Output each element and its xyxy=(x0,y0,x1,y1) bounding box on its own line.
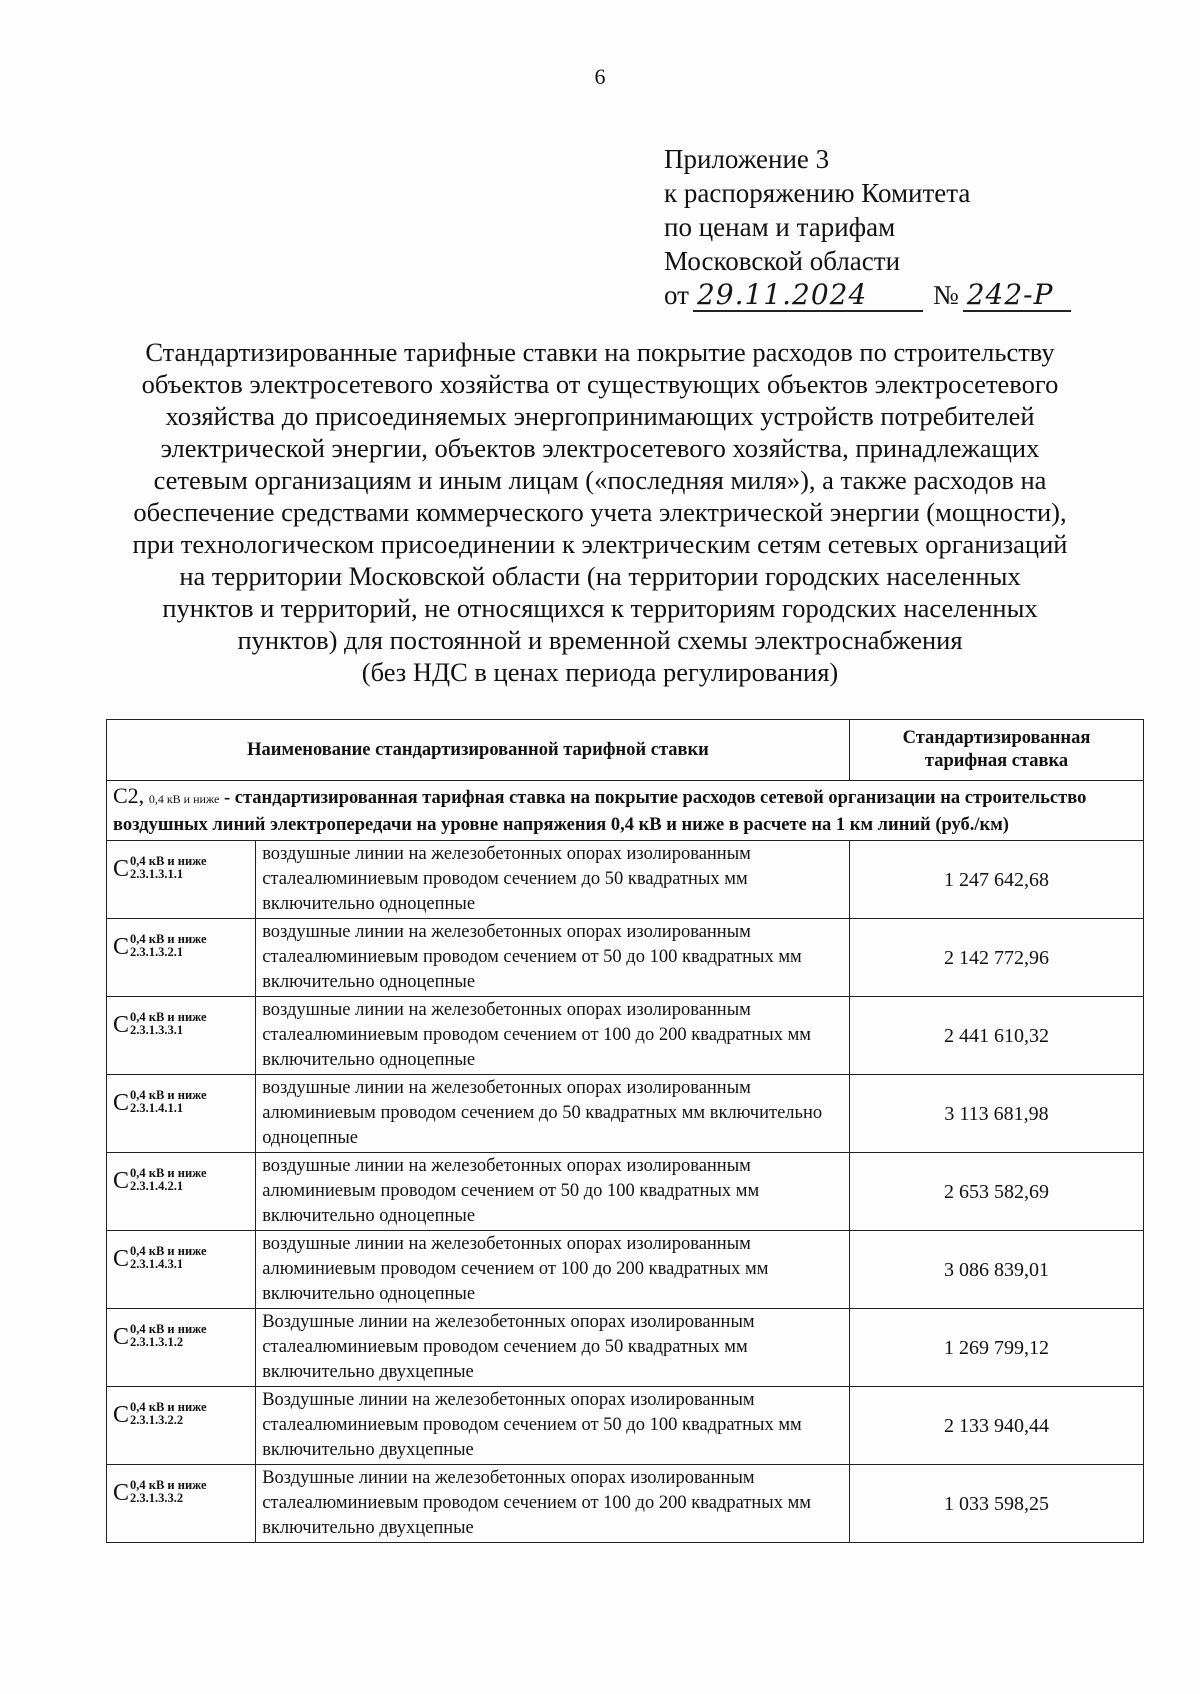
title-line: на территории Московской области (на территории городских населенных xyxy=(179,561,1021,591)
rate-value: 2 133 940,44 xyxy=(850,1387,1144,1465)
rate-code-superscript: 0,4 кВ и ниже xyxy=(130,1478,207,1492)
appendix-line: по ценам и тарифам xyxy=(664,212,896,242)
header-rate-line: Стандартизированная xyxy=(902,728,1091,748)
rate-value: 1 247 642,68 xyxy=(850,841,1144,919)
rate-code-superscript: 0,4 кВ и ниже xyxy=(130,1400,207,1414)
rate-code-subscript: 2.3.1.3.1.1 xyxy=(130,867,184,881)
rate-description: воздушные линии на железобетонных опорах изолированным алюминиевым проводом сечением от 50 до 100 квадратных мм включительно одноцепные xyxy=(256,1153,850,1231)
rate-code-letter: C xyxy=(113,1324,130,1350)
rate-code-superscript: 0,4 кВ и ниже xyxy=(130,1322,207,1336)
rate-description: воздушные линии на железобетонных опорах изолированным сталеалюминиевым проводом сечением от 100 до 200 квадратных мм включительно одноцепные xyxy=(256,997,850,1075)
title-line: Стандартизированные тарифные ставки на покрытие расходов по строительству xyxy=(145,337,1055,367)
table-row xyxy=(107,1231,1144,1309)
rate-code-index xyxy=(130,1401,207,1427)
rate-value: 3 086 839,01 xyxy=(850,1231,1144,1309)
rate-code-cell xyxy=(107,1231,256,1309)
rate-code xyxy=(113,997,251,1037)
rate-code-subscript: 2.3.1.3.2.2 xyxy=(130,1413,184,1427)
rate-value: 2 142 772,96 xyxy=(850,919,1144,997)
rate-code-letter: C xyxy=(113,1090,130,1116)
rate-code-letter: C xyxy=(113,934,130,960)
rate-value: 1 269 799,12 xyxy=(850,1309,1144,1387)
rate-code-superscript: 0,4 кВ и ниже xyxy=(130,1244,207,1258)
title-line: электрической энергии, объектов электросетевого хозяйства, принадлежащих xyxy=(160,433,1040,463)
appendix-line: Приложение 3 xyxy=(664,144,830,174)
rate-code-index xyxy=(130,1089,207,1115)
table-row xyxy=(107,919,1144,997)
rate-code-subscript: 2.3.1.3.2.1 xyxy=(130,945,184,959)
rate-code xyxy=(113,1075,251,1115)
rate-code-subscript: 2.3.1.3.3.2 xyxy=(130,1491,184,1505)
rate-code xyxy=(113,841,251,881)
rate-code xyxy=(113,1231,251,1271)
appendix-line: Московской области xyxy=(664,246,901,276)
table-row xyxy=(107,1153,1144,1231)
rate-code-index xyxy=(130,1245,207,1271)
rate-code xyxy=(113,1387,251,1427)
rate-code-subscript: 2.3.1.3.3.1 xyxy=(130,1023,184,1037)
title-line: обеспечение средствами коммерческого учета электрической энергии (мощности), xyxy=(133,497,1067,527)
number-prefix: № xyxy=(932,280,959,310)
rate-value: 2 441 610,32 xyxy=(850,997,1144,1075)
header-rate xyxy=(850,720,1144,781)
rate-code xyxy=(113,1309,251,1349)
appendix-line: к распоряжению Комитета xyxy=(664,178,971,208)
title-line: пунктов) для постоянной и временной схемы электроснабжения xyxy=(237,625,963,655)
title-line: при технологическом присоединении к электрическим сетям сетевых организаций xyxy=(132,529,1068,559)
table-header-row xyxy=(107,720,1144,781)
title-line: пунктов и территорий, не относящихся к территориям городских населенных xyxy=(162,593,1038,623)
rate-code-index xyxy=(130,1011,207,1037)
rate-description: воздушные линии на железобетонных опорах изолированным алюминиевым проводом сечением до 50 квадратных мм включительно одноцепные xyxy=(256,1075,850,1153)
title-line: хозяйства до присоединяемых энергопринимающих устройств потребителей xyxy=(165,401,1035,431)
rate-description: Воздушные линии на железобетонных опорах изолированным сталеалюминиевым проводом сечением от 100 до 200 квадратных мм включительно двухцепные xyxy=(256,1465,850,1543)
rate-code-subscript: 2.3.1.4.1.1 xyxy=(130,1101,184,1115)
table-row xyxy=(107,1465,1144,1543)
rate-code-superscript: 0,4 кВ и ниже xyxy=(130,1010,207,1024)
rate-code-cell xyxy=(107,997,256,1075)
date-prefix: от xyxy=(664,280,689,310)
rate-code-letter: C xyxy=(113,1402,130,1428)
rate-code-index xyxy=(130,1479,207,1505)
rate-value: 3 113 681,98 xyxy=(850,1075,1144,1153)
rate-code-cell xyxy=(107,1465,256,1543)
rate-code-subscript: 2.3.1.4.3.1 xyxy=(130,1257,184,1271)
rate-description: воздушные линии на железобетонных опорах изолированным сталеалюминиевым проводом сечением до 50 квадратных мм включительно одноцепные xyxy=(256,841,850,919)
rate-code-cell xyxy=(107,1153,256,1231)
rate-code-superscript: 0,4 кВ и ниже xyxy=(130,854,207,868)
rate-code-index xyxy=(130,855,207,881)
rate-code xyxy=(113,1465,251,1505)
rate-code-cell xyxy=(107,841,256,919)
appendix-block xyxy=(664,142,1071,312)
table-row xyxy=(107,1075,1144,1153)
rate-code xyxy=(113,1153,251,1193)
rate-code-letter: C xyxy=(113,1480,130,1506)
rate-code-index xyxy=(130,1167,207,1193)
table-row xyxy=(107,1387,1144,1465)
header-rate-line: тарифная ставка xyxy=(924,751,1069,771)
rate-description: Воздушные линии на железобетонных опорах изолированным сталеалюминиевым проводом сечением от 50 до 100 квадратных мм включительно двухцепные xyxy=(256,1387,850,1465)
rate-code-superscript: 0,4 кВ и ниже xyxy=(130,1088,207,1102)
rate-code-cell xyxy=(107,1387,256,1465)
tariff-table xyxy=(106,719,1144,1543)
rate-code-index xyxy=(130,1323,207,1349)
section-text: - стандартизированная тарифная ставка на покрытие расходов сетевой организации на строительство воздушных линий электропередачи на уровне напряжения 0,4 кВ и ниже в расчете на 1 км линий (руб./км) xyxy=(113,788,1087,835)
rate-description: воздушные линии на железобетонных опорах изолированным алюминиевым проводом сечением от 100 до 200 квадратных мм включительно одноцепные xyxy=(256,1231,850,1309)
rate-code-cell xyxy=(107,1309,256,1387)
rate-value: 2 653 582,69 xyxy=(850,1153,1144,1231)
rate-value: 1 033 598,25 xyxy=(850,1465,1144,1543)
rate-code-superscript: 0,4 кВ и ниже xyxy=(130,1166,207,1180)
rate-code-cell xyxy=(107,919,256,997)
rate-code-subscript: 2.3.1.4.2.1 xyxy=(130,1179,184,1193)
rate-code xyxy=(113,919,251,959)
rate-code-cell xyxy=(107,1075,256,1153)
title-line: объектов электросетевого хозяйства от существующих объектов электросетевого xyxy=(141,369,1059,399)
rate-code-letter: C xyxy=(113,1246,130,1272)
rate-code-superscript: 0,4 кВ и ниже xyxy=(130,932,207,946)
title-line: сетевым организациям и иным лицам («последняя миля»), а также расходов на xyxy=(153,465,1047,495)
rate-code-letter: C xyxy=(113,1168,130,1194)
table-row xyxy=(107,997,1144,1075)
date-number-line xyxy=(664,278,1071,312)
rate-code-letter: C xyxy=(113,1012,130,1038)
title-line: (без НДС в ценах периода регулирования) xyxy=(361,657,839,687)
rate-code-index xyxy=(130,933,207,959)
section-code-sub: 0,4 кВ и ниже xyxy=(148,792,220,806)
section-row xyxy=(107,781,1144,841)
document-title xyxy=(100,336,1100,688)
handwritten-date: 29.11.2024 xyxy=(693,280,923,312)
rate-description: Воздушные линии на железобетонных опорах изолированным сталеалюминиевым проводом сечением до 50 квадратных мм включительно двухцепные xyxy=(256,1309,850,1387)
rate-code-subscript: 2.3.1.3.1.2 xyxy=(130,1335,184,1349)
rate-description: воздушные линии на железобетонных опорах изолированным сталеалюминиевым проводом сечением от 50 до 100 квадратных мм включительно одноцепные xyxy=(256,919,850,997)
section-cell xyxy=(107,781,1144,841)
table-row xyxy=(107,841,1144,919)
handwritten-number: 242-Р xyxy=(963,280,1071,312)
header-name: Наименование стандартизированной тарифной ставки xyxy=(107,720,850,781)
rate-code-letter: C xyxy=(113,856,130,882)
page-number: 6 xyxy=(594,64,606,89)
table-row xyxy=(107,1309,1144,1387)
section-code: C2, xyxy=(113,783,145,808)
